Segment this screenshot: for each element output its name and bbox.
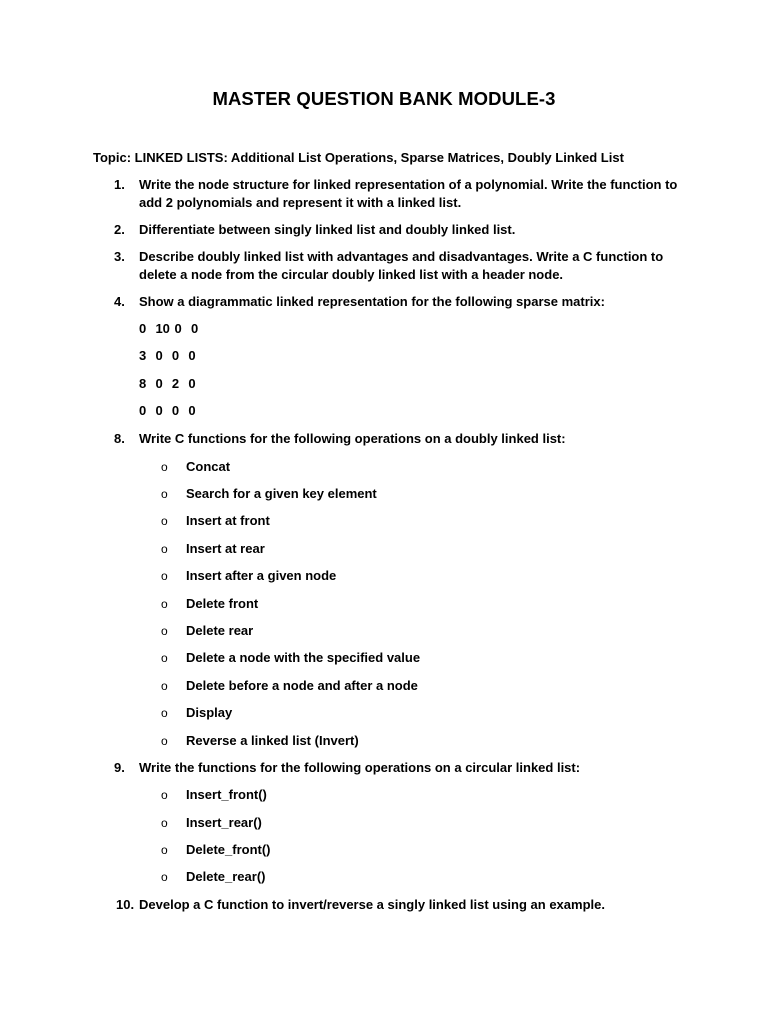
question-text: Develop a C function to invert/reverse a singly linked list using an example.: [139, 897, 605, 912]
list-item-text: Delete rear: [186, 623, 254, 638]
list-item-text: Delete_rear(): [186, 869, 266, 884]
question-number: 4.: [114, 294, 125, 309]
list-item-text: Display: [186, 705, 233, 720]
bullet-icon: o: [161, 843, 168, 857]
matrix-row: 8 0 2 0: [139, 376, 196, 391]
list-item-text: Insert_rear(): [186, 815, 262, 830]
bullet-icon: o: [161, 651, 168, 665]
question-text: Write the node structure for linked representation of a polynomial. Write the function to add 2 polynomials and represent it with a linked list.: [139, 177, 678, 210]
list-item-text: Delete_front(): [186, 842, 271, 857]
list-item-text: Concat: [186, 459, 231, 474]
list-item-text: Search for a given key element: [186, 486, 377, 501]
bullet-icon: o: [161, 734, 168, 748]
question-number: 10.: [116, 897, 135, 912]
question-text: Write C functions for the following operations on a doubly linked list:: [139, 431, 566, 446]
question-number: 8.: [114, 431, 125, 446]
bullet-icon: o: [161, 788, 168, 802]
bullet-icon: o: [161, 679, 168, 693]
question-number: 1.: [114, 177, 125, 192]
bullet-icon: o: [161, 870, 168, 884]
list-item-text: Delete before a node and after a node: [186, 678, 418, 693]
list-item-text: Delete a node with the specified value: [186, 650, 421, 665]
bullet-icon: o: [161, 487, 168, 501]
topic-line: Topic: LINKED LISTS: Additional List Operations, Sparse Matrices, Doubly Linked List: [93, 150, 624, 165]
bullet-icon: o: [161, 514, 168, 528]
bullet-icon: o: [161, 816, 168, 830]
question-number: 9.: [114, 760, 125, 775]
question-text: Differentiate between singly linked list and doubly linked list.: [139, 222, 516, 237]
bullet-icon: o: [161, 597, 168, 611]
list-item-text: Insert at rear: [186, 541, 265, 556]
list-item-text: Delete front: [186, 596, 259, 611]
list-item-text: Insert after a given node: [186, 568, 337, 583]
page-title: MASTER QUESTION BANK MODULE-3: [212, 88, 556, 109]
bullet-icon: o: [161, 569, 168, 583]
question-text: Write the functions for the following operations on a circular linked list:: [139, 760, 581, 775]
bullet-icon: o: [161, 542, 168, 556]
matrix-row: 3 0 0 0: [139, 348, 196, 363]
bullet-icon: o: [161, 624, 168, 638]
matrix-row: 0 0 0 0: [139, 403, 196, 418]
question-number: 3.: [114, 249, 125, 264]
list-item-text: Reverse a linked list (Invert): [186, 733, 359, 748]
question-text: Show a diagrammatic linked representation for the following sparse matrix:: [139, 294, 605, 309]
bullet-icon: o: [161, 460, 168, 474]
bullet-icon: o: [161, 706, 168, 720]
question-number: 2.: [114, 222, 125, 237]
question-text: Describe doubly linked list with advantages and disadvantages. Write a C function to delete a node from the circular doubly linked list with a header node.: [139, 249, 664, 282]
list-item-text: Insert_front(): [186, 787, 267, 802]
list-item-text: Insert at front: [186, 513, 270, 528]
matrix-row: 0 10 0 0: [139, 321, 199, 336]
